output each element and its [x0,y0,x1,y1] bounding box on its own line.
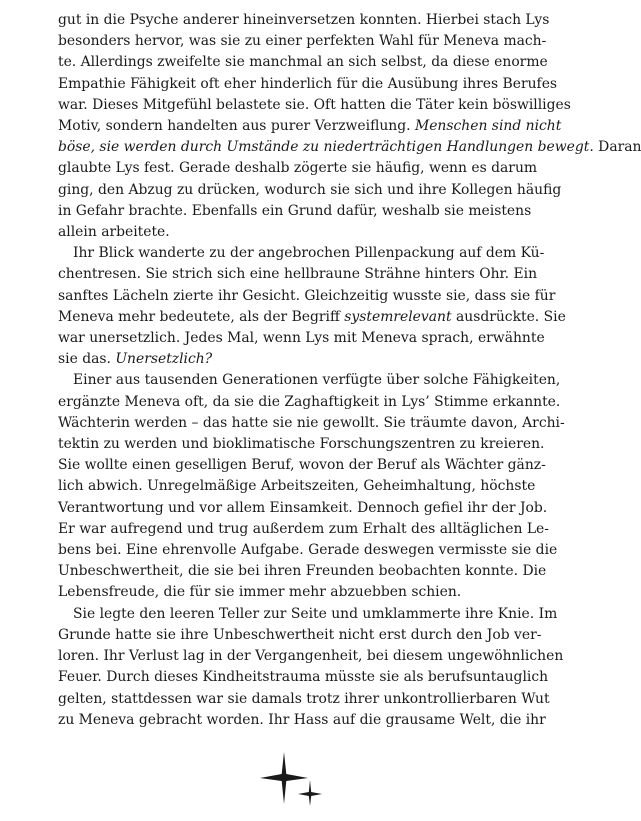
paragraph [58,604,564,731]
text-run: in Gefahr brachte. Ebenfalls ein Grund dafür, weshalb sie meistens [58,202,532,219]
text-line [58,710,546,731]
paragraph [58,10,641,243]
text-line [58,667,549,688]
text-run: glaubte Lys fest. Gerade deshalb zögerte sie häufig, wenn es darum [58,160,538,177]
text-line [58,625,542,646]
text-line [58,243,545,264]
italic-text: böse, sie werden durch Umstände zu niederträchtigen Handlungen bewegt. [58,139,594,156]
text-line [58,31,547,52]
text-line [58,370,561,391]
text-line [58,137,641,158]
text-line [58,476,536,497]
text-run: Daran [593,139,641,156]
text-line [58,455,546,476]
text-line [58,180,562,201]
text-run: allein arbeitete. [58,224,170,241]
text-line [58,604,558,625]
text-line [58,264,538,285]
text-run: Motiv, sondern handelten aus purer Verzweiflung. [58,118,415,135]
text-run: Grunde hatte sie ihre Unbeschwertheit nicht erst durch den Job ver- [58,626,542,643]
text-run: war unersetzlich. Jedes Mal, wenn Lys mit Meneva sprach, erwähnte [58,330,545,347]
text-line [58,116,562,137]
text-line [58,582,530,603]
italic-text: systemrelevant [344,308,452,325]
text-line [58,561,547,582]
text-line [58,540,558,561]
text-run: Er war aufregend und trug außerdem zum Erhalt des alltäglichen Le- [58,520,549,537]
text-run: Ihr Blick wanderte zu der angebrochen Pillenpackung auf dem Kü- [73,245,545,262]
text-run: Verantwortung und vor allem Einsamkeit. Dennoch gefiel ihr der Job. [58,499,548,516]
text-line [58,74,558,95]
text-run: Unbeschwertheit, die sie bei ihren Freunden beobachten konnte. Die [58,563,547,580]
text-line [58,498,548,519]
text-line [58,10,550,31]
text-run: Feuer. Durch dieses Kindheitstrauma müsste sie als berufsuntauglich [58,669,549,686]
text-line [58,222,530,243]
text-run: ging, den Abzug zu drücken, wodurch sie sich und ihre Kollegen häufig [58,181,562,198]
text-run: besonders hervor, was sie zu einer perfekten Wahl für Meneva mach- [58,33,547,50]
body-text [58,10,641,731]
text-line [58,201,530,222]
text-run: zu Meneva gebracht worden. Ihr Hass auf die grausame Welt, die ihr [58,711,546,728]
text-line [58,646,564,667]
italic-text: Unersetzlich? [115,351,213,368]
text-run: sie das. [58,351,116,368]
text-run: tektin zu werden und bioklimatische Forschungszentren zu kreieren. [58,436,545,453]
text-line [58,95,571,116]
paragraph [58,243,566,370]
text-line [58,689,550,710]
text-line [58,307,566,328]
text-run: chentresen. Sie strich sich eine hellbraune Strähne hinters Ohr. Ein [58,266,538,283]
text-line [58,519,549,540]
text-run: Lebensfreude, die für sie immer mehr abzuebben schien. [58,584,462,601]
sparkle-stars-icon [258,752,328,806]
text-line [58,413,565,434]
text-run: te. Allerdings zweifelte sie manchmal an sich selbst, da diese enorme [58,54,548,71]
text-run: ergänzte Meneva oft, da sie die Zaghaftigkeit in Lys’ Stimme erkannte. [58,393,561,410]
text-line [58,52,548,73]
text-run: gut in die Psyche anderer hineinversetzen konnten. Hierbei stach Lys [58,12,550,28]
text-run: sanftes Lächeln zierte ihr Gesicht. Gleichzeitig wusste sie, dass sie für [58,287,556,304]
text-line [58,392,561,413]
text-run: bens bei. Eine ehrenvolle Aufgabe. Gerade deswegen vermisste sie die [58,542,558,559]
italic-text: Menschen sind nicht [414,118,562,135]
text-line [58,328,545,349]
text-run: loren. Ihr Verlust lag in der Vergangenheit, bei diesem ungewöhnlichen [58,648,564,665]
text-line [58,286,556,307]
text-run: gelten, stattdessen war sie damals trotz ihrer unkontrollierbaren Wut [58,690,550,707]
text-run: Sie wollte einen geselligen Beruf, wovon der Beruf als Wächter gänz- [58,457,546,474]
text-line [58,158,538,179]
paragraph [58,370,565,603]
text-run: Einer aus tausenden Generationen verfügte über solche Fähigkeiten, [73,372,561,389]
text-run: ausdrückte. Sie [451,308,566,325]
text-run: Wächterin werden – das hatte sie nie gewollt. Sie träumte davon, Archi- [58,414,565,431]
text-line [58,349,530,370]
text-line [58,434,545,455]
text-run: Sie legte den leeren Teller zur Seite und umklammerte ihre Knie. Im [73,605,558,622]
text-run: Empathie Fähigkeit oft eher hinderlich für die Ausübung ihres Berufes [58,75,558,92]
text-run: war. Dieses Mitgefühl belastete sie. Oft hatten die Täter kein böswilliges [58,96,571,113]
text-run: lich abwich. Unregelmäßige Arbeitszeiten, Geheimhaltung, höchste [58,478,536,495]
text-run: Meneva mehr bedeutete, als der Begriff [58,308,345,325]
